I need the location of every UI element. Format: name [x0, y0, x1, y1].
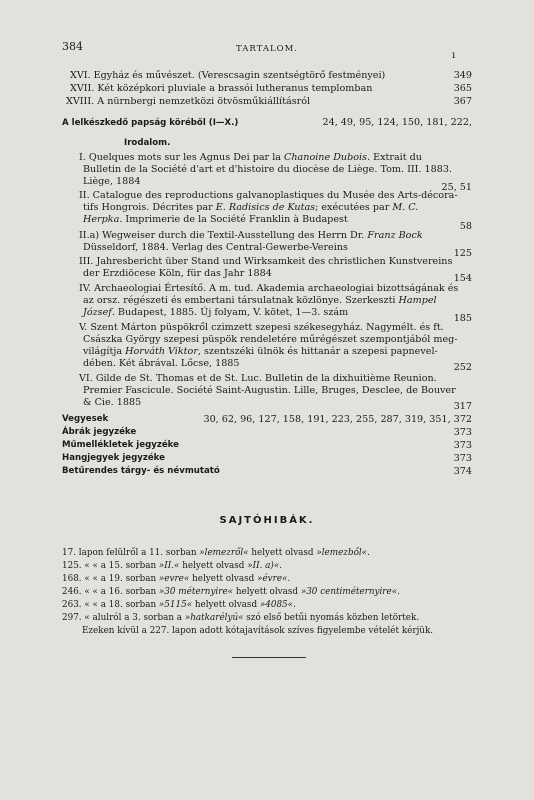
print-mark: ı [452, 50, 456, 61]
toc-entry: Ábrák jegyzéke [62, 427, 137, 437]
toc-entry: Hangjegyek jegyzéke [62, 453, 165, 463]
lit-line: Bulletin de la Société d'art et d'histoire du diocèse de Liège. Tom. III. 1883. [83, 164, 453, 175]
toc-page: 373 [453, 453, 472, 464]
toc-page: 24, 49, 95, 124, 150, 181, 222, [322, 117, 472, 128]
lit-line: der Erzdiöcese Köln, für das Jahr 1884 [83, 268, 272, 279]
lit-line: V. Szent Márton püspökről czimzett szepesi székesegyház. Nagymélt. és ft. [79, 322, 444, 333]
lit-line: dében. Két ábrával. Lőcse, 1885 [83, 358, 240, 369]
lit-line: Düsseldorf, 1884. Verlag des Central-Gewerbe-Vereins [83, 242, 348, 253]
running-head: TARTALOM. [236, 44, 298, 54]
errata-row: 17. lapon felülről a 11. sorban »lemezről« helyett olvasd »lemezből«. [62, 548, 370, 558]
errata-row: 246. « « a 16. sorban »30 méternyire« helyett olvasd »30 centiméternyire«. [62, 587, 400, 597]
toc-page: 30, 62, 96, 127, 158, 191, 223, 255, 287, 319, 351, 372 [203, 414, 472, 425]
toc-page: 374 [453, 466, 472, 477]
toc-page: 25, 51 [441, 182, 472, 193]
toc-page: 373 [453, 427, 472, 438]
toc-page: 58 [459, 221, 472, 232]
toc-page: 317 [453, 401, 472, 412]
lit-line: & Cie. 1885 [83, 397, 142, 408]
toc-page: 365 [453, 83, 472, 94]
lit-line: I. Quelques mots sur les Agnus Dei par la Chanoine Dubois. Extrait du [79, 152, 422, 163]
toc-page: 252 [453, 362, 472, 373]
errata-title: SAJTÓHIBÁK. [219, 515, 315, 526]
lit-line: II. Catalogue des reproductions galvanoplastiques du Musée des Arts-décora- [79, 190, 458, 201]
lit-line: Premier Fascicule. Société Saint-Augustin. Lille, Bruges, Desclee, de Bouver [83, 385, 456, 396]
errata-row: 125. « « a 15. sorban »II.« helyett olvasd »II. a)«. [62, 561, 283, 571]
toc-entry: XVII. Két középkori pluviale a brassói lutheranus templomban [70, 83, 373, 94]
toc-page: 125 [453, 248, 472, 259]
errata-row: 168. « « a 19. sorban »evre« helyett olvasd »évre«. [62, 574, 291, 584]
toc-entry: XVI. Egyház és művészet. (Verescsagin szentségtörő festményei) [70, 70, 386, 81]
toc-page: 367 [453, 96, 472, 107]
toc-page: 185 [453, 313, 472, 324]
lit-line: tifs Hongrois. Décrites par E. Radisics de Kutas; exécutées par M. C. [83, 202, 419, 213]
lit-line: Herpka. Imprimerie de la Société Franklin à Budapest [83, 214, 348, 225]
lit-line: Császka György szepesi püspök rendeletére műrégészet szempontjából meg- [83, 334, 458, 345]
errata-note: Ezeken kívül a 227. lapon adott kótajavítások szíves figyelembe vételét kérjük. [82, 626, 434, 636]
lit-line: világítja Horváth Viktor, szentszéki ülnök és hittanár a szepesi papnevel- [83, 346, 438, 357]
toc-entry: Betűrendes tárgy- és névmutató [62, 466, 220, 476]
toc-page: 373 [453, 440, 472, 451]
lit-line: III. Jahresbericht über Stand und Wirksamkeit des christlichen Kunstvereins [79, 256, 453, 267]
lit-line: VI. Gilde de St. Thomas et de St. Luc. Bulletin de la dixhuitième Reunion. [79, 373, 437, 384]
page-number: 384 [62, 40, 83, 53]
lit-line: IV. Archaeologiai Értesítő. A m. tud. Akademia archaeologiai bizottságának és [79, 283, 459, 294]
lit-line: József. Budapest, 1885. Új folyam, V. kötet, 1—3. szám [83, 307, 349, 318]
toc-page: 154 [453, 273, 472, 284]
lit-line: Liège, 1884 [83, 176, 141, 187]
lit-line: II.a) Wegweiser durch die Textil-Ausstellung des Herrn Dr. Franz Bock [79, 230, 423, 241]
toc-entry: Vegyesek [62, 414, 109, 424]
toc-entry: A lelkészkedő papság köréből (I—X.) [62, 118, 239, 128]
section-heading: Irodalom. [124, 138, 171, 148]
divider [232, 657, 306, 658]
toc-page: 349 [453, 70, 472, 81]
errata-row: 263. « « a 18. sorban »5115« helyett olvasd »4085«. [62, 600, 296, 610]
errata-row: 297. « alulról a 3. sorban a »hatkarélyú« szó első betűi nyomás közben letörtek. [62, 613, 420, 623]
toc-entry: Műmellékletek jegyzéke [62, 440, 179, 450]
toc-entry: XVIII. A nürnbergi nemzetközi ötvösműkiállításról [66, 96, 311, 107]
lit-line: az orsz. régészeti és embertani társulatnak közlönye. Szerkeszti Hampel [83, 295, 437, 306]
